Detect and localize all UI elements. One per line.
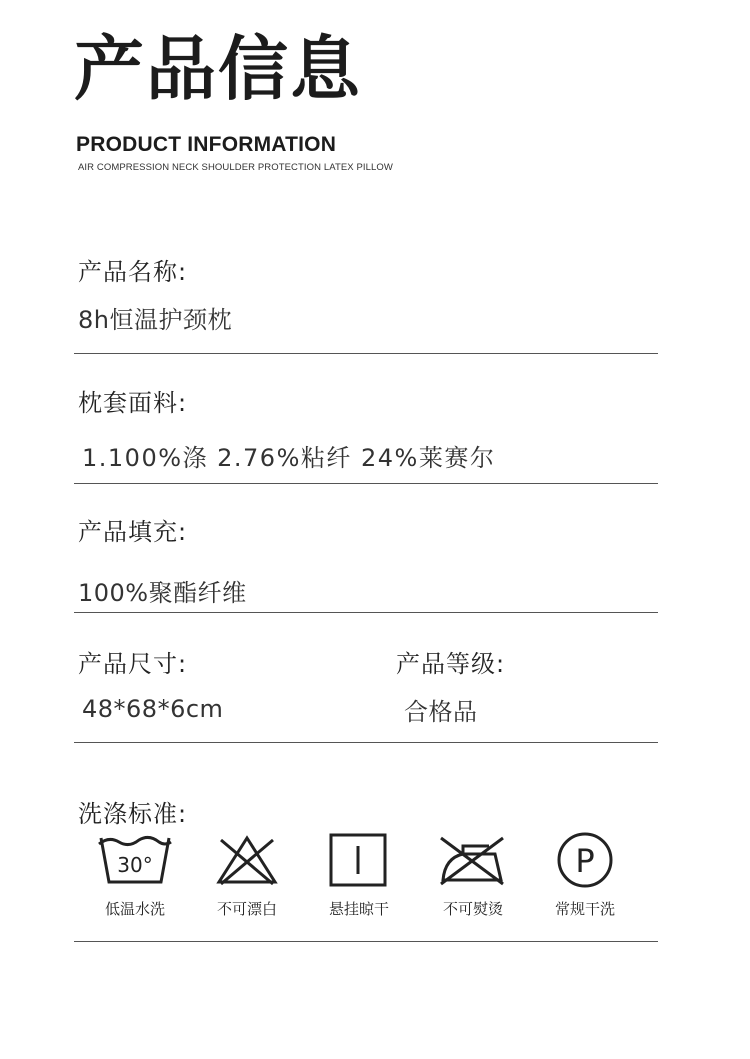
wash-30-icon xyxy=(95,832,175,888)
grade-value: 合格品 xyxy=(404,698,478,726)
size-label: 产品尺寸: xyxy=(78,650,188,678)
dry-clean-p-icon xyxy=(545,832,625,888)
page-title-en: PRODUCT INFORMATION xyxy=(76,133,337,156)
no-bleach-icon xyxy=(207,832,287,888)
care-item-wash xyxy=(80,832,190,919)
divider xyxy=(74,483,658,484)
care-label-line-dry: 悬挂晾干 xyxy=(328,900,389,918)
care-item-line-dry xyxy=(304,832,414,919)
care-label-no-bleach: 不可漂白 xyxy=(216,900,277,918)
care-item-no-bleach xyxy=(192,832,302,919)
page-subtitle-en: AIR COMPRESSION NECK SHOULDER PROTECTION LATEX PILLOW xyxy=(78,162,393,173)
filling-value: 100%聚酯纤维 xyxy=(78,579,247,607)
care-label-no-iron: 不可熨烫 xyxy=(442,900,503,918)
dry-clean-letter: P xyxy=(575,842,595,880)
wash-temp-text: 30° xyxy=(117,853,153,877)
line-dry-icon xyxy=(319,832,399,888)
no-iron-icon xyxy=(433,832,513,888)
product-name-value: 8h恒温护颈枕 xyxy=(78,306,232,334)
page-title-cn: 产品信息 xyxy=(74,28,362,110)
divider xyxy=(74,612,658,613)
care-label: 洗涤标准: xyxy=(78,800,188,828)
filling-label: 产品填充: xyxy=(78,518,188,546)
grade-label: 产品等级: xyxy=(396,650,506,678)
divider xyxy=(74,941,658,942)
divider xyxy=(74,742,658,743)
care-item-no-iron xyxy=(418,832,528,919)
cover-fabric-label: 枕套面料: xyxy=(78,389,188,417)
size-value: 48*68*6cm xyxy=(82,695,224,723)
care-label-dry-clean: 常规干洗 xyxy=(554,900,615,918)
divider xyxy=(74,353,658,354)
care-item-dry-clean xyxy=(530,832,640,919)
care-label-wash: 低温水洗 xyxy=(104,900,165,918)
cover-fabric-value: 1.100%涤 2.76%粘纤 24%莱赛尔 xyxy=(82,444,496,472)
product-name-label: 产品名称: xyxy=(78,258,188,286)
